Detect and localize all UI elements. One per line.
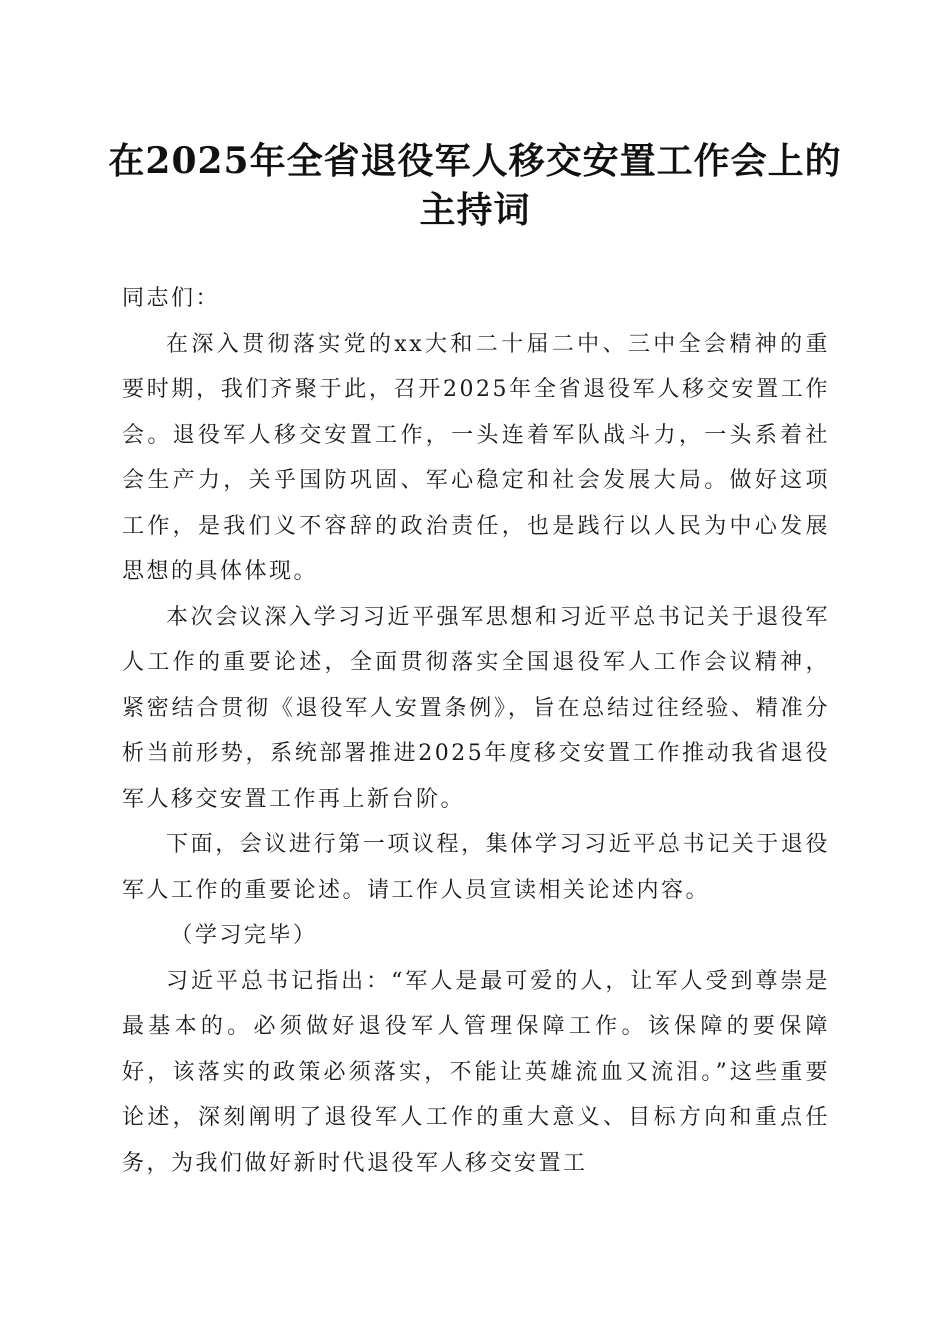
document-title-line-2: 主持词 bbox=[419, 189, 531, 231]
document-title-line-1: 在2025年全省退役军人移交安置工作会上的 bbox=[108, 140, 842, 182]
document-body bbox=[122, 276, 830, 1186]
paragraph-1: 在深入贯彻落实党的xx大和二十届二中、三中全会精神的重要时期，我们齐聚于此，召开2025年全省退役军人移交安置工作会。退役军人移交安置工作，一头连着军队战斗力，一头系着社会生产力，关乎国防巩固、军心稳定和社会发展大局。做好这项工作，是我们义不容辞的政治责任，也是践行以人民为中心发展思想的具体体现。 bbox=[122, 331, 830, 584]
paragraph-2: 本次会议深入学习习近平强军思想和习近平总书记关于退役军人工作的重要论述，全面贯彻落实全国退役军人工作会议精神，紧密结合贯彻《退役军人安置条例》，旨在总结过往经验、精准分析当前形势，系统部署推进2025年度移交安置工作推动我省退役军人移交安置工作再上新台阶。 bbox=[122, 604, 830, 812]
study-complete-note: （学习完毕） bbox=[170, 923, 318, 948]
salutation: 同志们： bbox=[122, 286, 221, 311]
paragraph-3: 下面，会议进行第一项议程，集体学习习近平总书记关于退役军人工作的重要论述。请工作人员宣读相关论述内容。 bbox=[122, 832, 830, 903]
paragraph-4: 习近平总书记指出：“军人是最可爱的人，让军人受到尊崇是最基本的。必须做好退役军人管理保障工作。该保障的要保障好，该落实的政策必须落实，不能让英雄流血又流泪。”这些重要论述，深刻阐明了退役军人工作的重大意义、目标方向和重点任务，为我们做好新时代退役军人移交安置工 bbox=[122, 968, 830, 1176]
